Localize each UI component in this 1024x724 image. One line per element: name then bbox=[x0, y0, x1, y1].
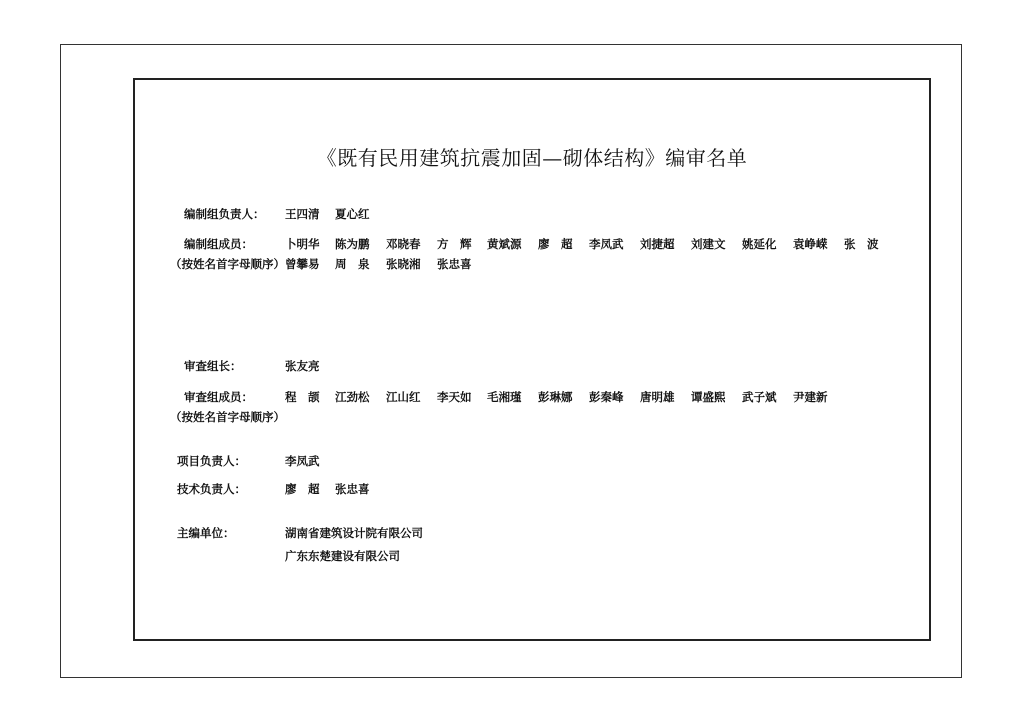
compile-member-name: 陈为鹏 bbox=[335, 237, 370, 251]
compile-member-name: 张忠喜 bbox=[437, 257, 472, 271]
review-member-name: 江劲松 bbox=[335, 390, 370, 404]
compile-member-name: 李凤武 bbox=[589, 237, 624, 251]
review-member-name: 江山红 bbox=[386, 390, 421, 404]
compile-leader-name: 王四清 bbox=[285, 207, 320, 221]
compile-leader-label: 编制组负责人： bbox=[184, 207, 265, 221]
review-member-name: 彭秦峰 bbox=[589, 390, 624, 404]
review-member-name: 彭琳娜 bbox=[538, 390, 573, 404]
review-member-name: 谭盛熙 bbox=[691, 390, 726, 404]
compile-leader-name: 夏心红 bbox=[335, 207, 370, 221]
compile-member-name: 袁峥嵘 bbox=[793, 237, 828, 251]
compile-member-name: 邓晓春 bbox=[386, 237, 421, 251]
compile-member-name: 张 波 bbox=[844, 237, 879, 251]
chief-unit-name: 广东东楚建设有限公司 bbox=[285, 549, 400, 563]
review-member-name: 武子斌 bbox=[742, 390, 777, 404]
review-leader-name: 张友亮 bbox=[285, 359, 320, 373]
review-member-name: 李天如 bbox=[437, 390, 472, 404]
chief-units-label: 主编单位： bbox=[177, 526, 235, 540]
review-member-name: 毛湘瑾 bbox=[487, 390, 522, 404]
compile-member-name: 张晓湘 bbox=[386, 257, 421, 271]
compile-member-name: 黄斌源 bbox=[487, 237, 522, 251]
compile-member-name: 廖 超 bbox=[538, 237, 573, 251]
tech-leader-name: 廖 超 bbox=[285, 482, 320, 496]
review-member-name: 尹建新 bbox=[793, 390, 828, 404]
tech-leader-label: 技术负责人： bbox=[177, 482, 246, 496]
chief-unit-name: 湖南省建筑设计院有限公司 bbox=[285, 526, 423, 540]
project-leader-name: 李凤武 bbox=[285, 454, 320, 468]
project-leader-label: 项目负责人： bbox=[177, 454, 246, 468]
review-member-name: 程 颉 bbox=[285, 390, 320, 404]
compile-member-name: 卜明华 bbox=[285, 237, 320, 251]
review-members-label: 审查组成员： bbox=[184, 390, 253, 404]
compile-member-name: 刘建文 bbox=[691, 237, 726, 251]
compile-member-name: 周 泉 bbox=[335, 257, 370, 271]
compile-members-note: （按姓名首字母顺序） bbox=[170, 257, 285, 271]
tech-leader-name: 张忠喜 bbox=[335, 482, 370, 496]
compile-members-label: 编制组成员： bbox=[184, 237, 253, 251]
review-member-name: 唐明雄 bbox=[640, 390, 675, 404]
compile-member-name: 刘捷超 bbox=[640, 237, 675, 251]
compile-member-name: 曾攀易 bbox=[285, 257, 320, 271]
page-title: 《既有民用建筑抗震加固—砌体结构》编审名单 bbox=[316, 146, 748, 170]
compile-member-name: 姚延化 bbox=[742, 237, 777, 251]
review-leader-label: 审查组长： bbox=[184, 359, 242, 373]
review-members-note: （按姓名首字母顺序） bbox=[170, 410, 285, 424]
compile-member-name: 方 辉 bbox=[437, 237, 472, 251]
